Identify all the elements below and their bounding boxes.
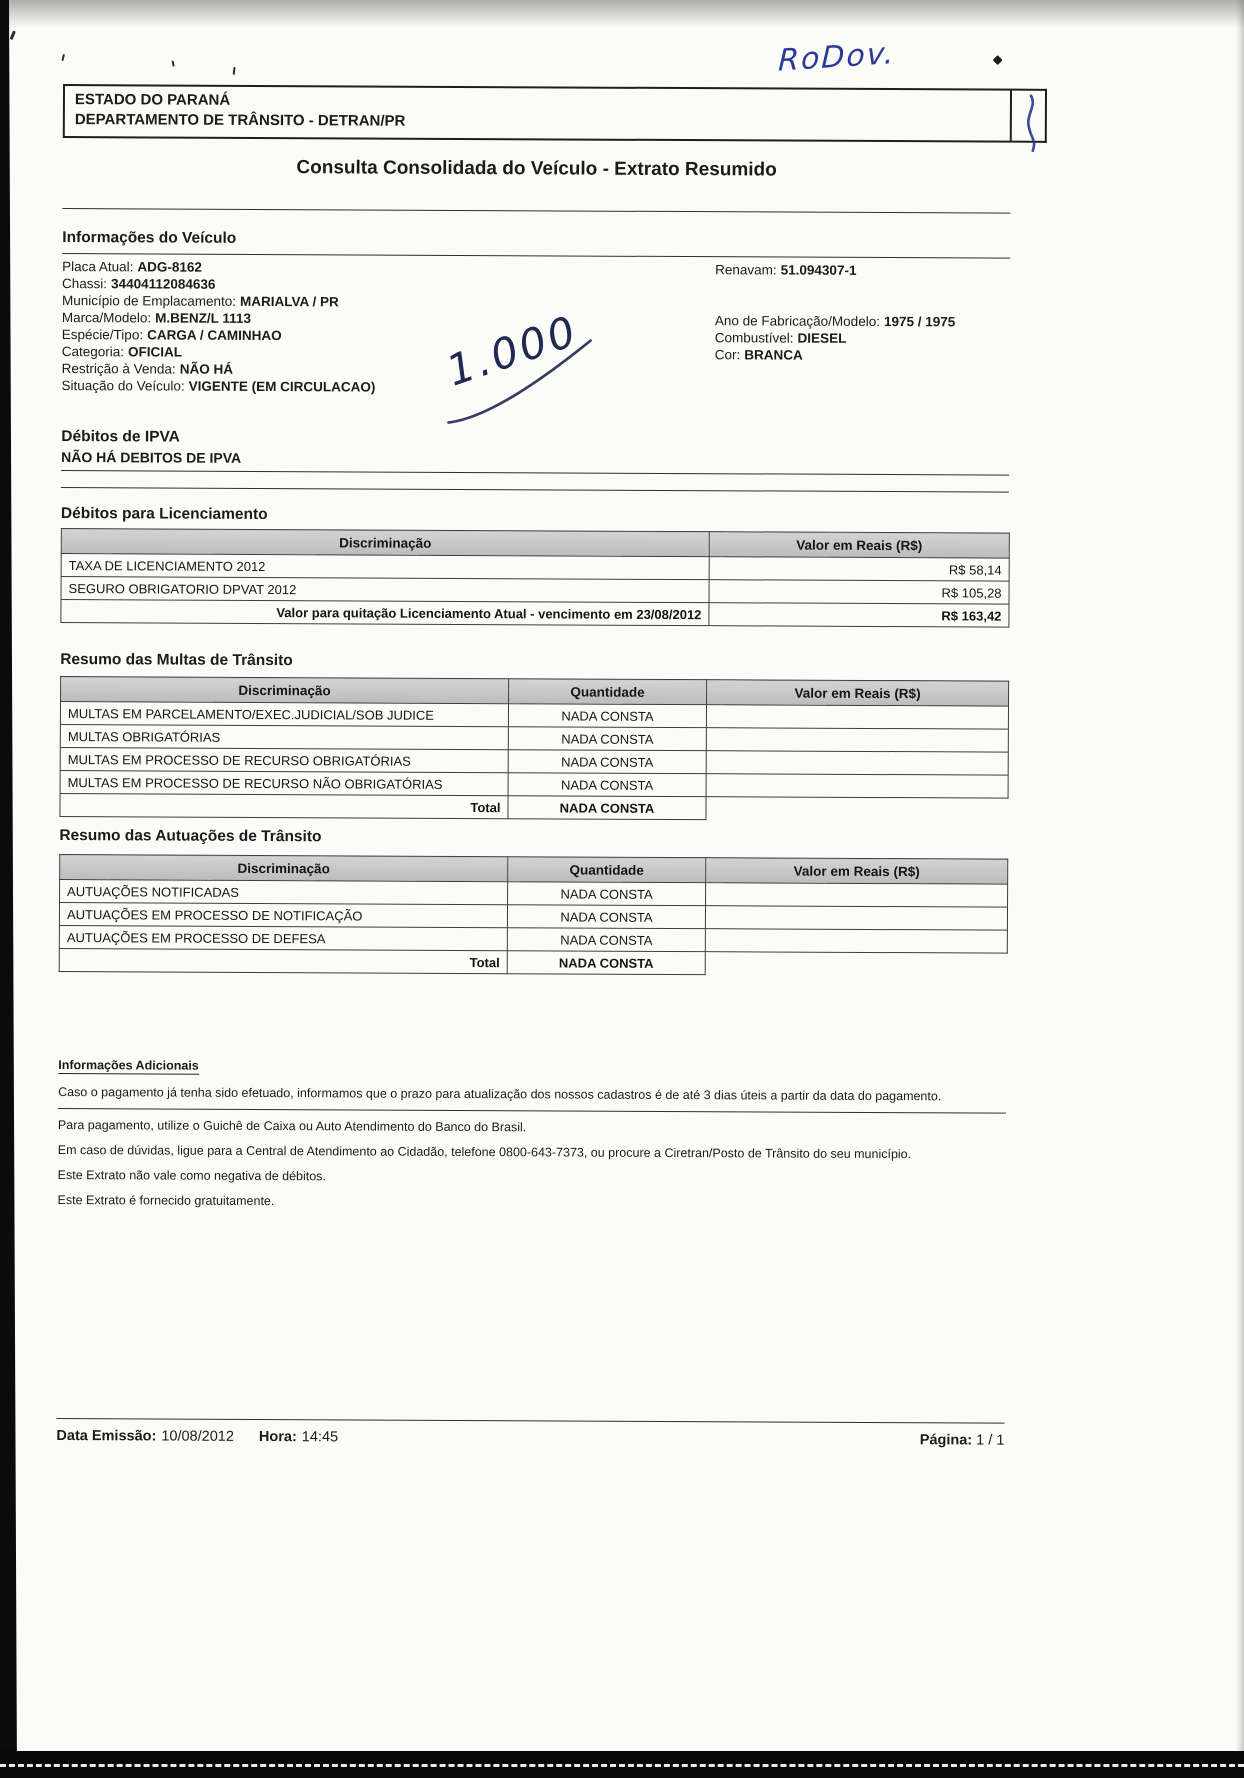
- field-value: NÃO HÁ: [179, 361, 234, 377]
- section-title-additional-info: Informações Adicionais: [58, 1058, 199, 1073]
- total-label-cell: Valor para quitação Licenciamento Atual - vencimento em 23/08/2012: [61, 600, 709, 626]
- emission-date-value: 10/08/2012: [161, 1428, 234, 1445]
- desc-cell: MULTAS EM PARCELAMENTO/EXEC.JUDICIAL/SOB JUDICE: [60, 702, 508, 727]
- field-label: Restrição à Venda:: [61, 361, 176, 377]
- value-cell: [706, 774, 1008, 798]
- field-value: MARIALVA / PR: [240, 293, 339, 310]
- field-value: VIGENTE (EM CIRCULACAO): [188, 378, 376, 395]
- vehicle-field-categoria: [62, 343, 376, 362]
- column-header-discriminacao: Discriminação: [61, 529, 709, 557]
- vehicle-field-cor: [715, 346, 803, 363]
- qty-cell: NADA CONSTA: [507, 905, 705, 929]
- agency-name: ESTADO DO PARANÁ: [74, 91, 231, 109]
- additional-info-line: Caso o pagamento já tenha sido efetuado, informamos que o prazo para atualização dos nossos cadastros é de até 3 dias úteis a partir da data do pagamento.: [58, 1085, 1006, 1114]
- vehicle-field-especie-tipo: [62, 326, 376, 345]
- section-title-infractions: Resumo das Autuações de Trânsito: [59, 827, 322, 846]
- field-value: 1975 / 1975: [883, 314, 956, 330]
- desc-cell: AUTUAÇÕES EM PROCESSO DE NOTIFICAÇÃO: [59, 903, 507, 928]
- page-value: 1 / 1: [976, 1432, 1005, 1449]
- qty-cell: NADA CONSTA: [508, 704, 706, 728]
- additional-info-line: Para pagamento, utilize o Guichê de Caixa ou Auto Atendimento do Banco do Brasil.: [57, 1118, 527, 1135]
- page-label: Página:: [919, 1432, 973, 1449]
- total-qty-cell: NADA CONSTA: [507, 951, 705, 975]
- document-header: [63, 84, 1047, 143]
- handwriting-1000-text: 1.000: [440, 305, 585, 396]
- licensing-table: [60, 528, 1009, 628]
- field-label: Combustível:: [714, 330, 794, 346]
- divider: [62, 208, 1010, 214]
- field-value: CARGA / CAMINHAO: [147, 327, 282, 344]
- total-qty-cell: NADA CONSTA: [508, 796, 706, 820]
- field-label: Ano de Fabricação/Modelo:: [714, 313, 881, 330]
- value-cell: [705, 929, 1007, 953]
- pen-check-mark: [1018, 93, 1044, 157]
- field-label: Cor:: [714, 347, 741, 363]
- field-value: 51.094307-1: [780, 262, 857, 278]
- value-cell: [706, 883, 1008, 907]
- column-header-valor: Valor em Reais (R$): [709, 532, 1009, 558]
- column-header-discriminacao: Discriminação: [60, 855, 508, 882]
- header-side-box: [1012, 89, 1047, 143]
- handwriting-1000: [440, 306, 584, 396]
- qty-cell: NADA CONSTA: [508, 773, 706, 797]
- table-total-row: [61, 600, 1009, 628]
- department-name: DEPARTAMENTO DE TRÂNSITO - DETRAN/PR: [74, 111, 406, 130]
- total-label-cell: Total: [60, 794, 508, 819]
- desc-cell: AUTUAÇÕES EM PROCESSO DE DEFESA: [59, 926, 507, 951]
- column-header-quantidade: Quantidade: [508, 857, 706, 883]
- value-cell: [705, 952, 1007, 976]
- section-title-licensing: Débitos para Licenciamento: [60, 505, 268, 524]
- column-header-discriminacao: Discriminação: [61, 677, 509, 704]
- emission-time-label: Hora:: [258, 1428, 297, 1446]
- ipva-status: NÃO HÁ DEBITOS DE IPVA: [61, 449, 1009, 476]
- ink-speck: [993, 55, 1003, 65]
- additional-info-section: [57, 1058, 1006, 1223]
- column-header-valor: Valor em Reais (R$): [707, 680, 1009, 706]
- handwriting-rodov: RoDov.: [777, 35, 897, 79]
- vehicle-field-restricao: [62, 360, 376, 379]
- table-total-row: [60, 794, 1008, 822]
- field-value: ADG-8162: [137, 259, 203, 275]
- field-label: Espécie/Tipo:: [61, 327, 144, 343]
- vehicle-info-left: [62, 258, 377, 396]
- vehicle-field-placa: [62, 258, 376, 277]
- emission-info: [56, 1428, 343, 1445]
- qty-cell: NADA CONSTA: [507, 928, 705, 952]
- infractions-table: [59, 854, 1009, 977]
- value-cell: [706, 728, 1008, 752]
- field-value: OFICIAL: [127, 344, 183, 360]
- section-title-fines: Resumo das Multas de Trânsito: [60, 651, 293, 670]
- vehicle-field-marca-modelo: [62, 309, 376, 328]
- emission-date-label: Data Emissão:: [56, 1427, 157, 1445]
- desc-cell: MULTAS EM PROCESSO DE RECURSO OBRIGATÓRIAS: [60, 748, 508, 773]
- desc-cell: SEGURO OBRIGATORIO DPVAT 2012: [61, 577, 709, 603]
- page-indicator: [920, 1432, 1005, 1448]
- field-label: Situação do Veículo:: [61, 378, 185, 394]
- additional-info-line: Em caso de dúvidas, ligue para a Central de Atendimento ao Cidadão, telefone 0800-643-7373, ou procure a Ciretran/Posto de Trânsito do seu município.: [57, 1143, 912, 1162]
- emission-time-value: 14:45: [301, 1429, 339, 1446]
- vehicle-field-municipio: [62, 292, 376, 311]
- field-value: DIESEL: [797, 330, 847, 346]
- vehicle-info-right: [714, 261, 1010, 363]
- value-cell: [706, 705, 1008, 729]
- field-value: BRANCA: [744, 347, 803, 363]
- qty-cell: NADA CONSTA: [508, 727, 706, 751]
- value-cell: R$ 58,14: [709, 557, 1009, 581]
- value-cell: [706, 751, 1008, 775]
- field-label: Município de Emplacamento:: [61, 293, 237, 309]
- agency-box: [63, 84, 1012, 143]
- vehicle-field-renavam: [715, 261, 856, 279]
- qty-cell: NADA CONSTA: [508, 882, 706, 906]
- additional-info-line: Este Extrato não vale como negativa de débitos.: [57, 1168, 326, 1184]
- field-value: M.BENZ/L 1113: [155, 310, 252, 326]
- field-label: Chassi:: [62, 276, 108, 292]
- field-label: Renavam:: [715, 262, 777, 278]
- total-value-cell: R$ 163,42: [709, 603, 1009, 627]
- desc-cell: MULTAS OBRIGATÓRIAS: [60, 725, 508, 750]
- vehicle-field-combustivel: [715, 329, 847, 347]
- total-label-cell: Total: [59, 949, 507, 974]
- desc-cell: AUTUAÇÕES NOTIFICADAS: [60, 880, 508, 905]
- field-value: 34404112084636: [111, 276, 216, 292]
- section-title-vehicle-info: Informações do Veículo: [62, 229, 1010, 259]
- desc-cell: TAXA DE LICENCIAMENTO 2012: [61, 554, 709, 580]
- pen-mark: [61, 54, 65, 61]
- additional-info-line: Este Extrato é fornecido gratuitamente.: [57, 1193, 275, 1209]
- column-header-valor: Valor em Reais (R$): [706, 858, 1008, 884]
- field-label: Placa Atual:: [62, 259, 134, 275]
- pen-mark: [233, 67, 236, 75]
- field-label: Categoria:: [61, 344, 125, 360]
- qty-cell: NADA CONSTA: [508, 750, 706, 774]
- vehicle-info: [61, 258, 1010, 403]
- vehicle-field-ano: [715, 312, 956, 330]
- field-label: Marca/Modelo:: [61, 310, 152, 326]
- fines-table: [59, 676, 1009, 822]
- perforation-line: [0, 1764, 1244, 1767]
- table-total-row: [59, 949, 1007, 977]
- section-title-ipva: Débitos de IPVA: [61, 428, 180, 446]
- desc-cell: MULTAS EM PROCESSO DE RECURSO NÃO OBRIGATÓRIAS: [60, 771, 508, 796]
- scan-shadow-top: [0, 0, 1244, 28]
- vehicle-field-chassi: [62, 275, 376, 294]
- document-title: Consulta Consolidada do Veículo - Extrato Resumido: [296, 157, 777, 181]
- value-cell: [705, 906, 1007, 930]
- divider: [61, 487, 1009, 493]
- vehicle-field-situacao: [62, 377, 376, 396]
- pen-mark: [10, 31, 16, 40]
- column-header-quantidade: Quantidade: [509, 679, 707, 705]
- document-footer: [56, 1418, 1004, 1449]
- scan-shadow-right: [1236, 0, 1244, 1778]
- value-cell: R$ 105,28: [709, 580, 1009, 604]
- pen-mark: [172, 60, 175, 66]
- value-cell: [706, 797, 1008, 821]
